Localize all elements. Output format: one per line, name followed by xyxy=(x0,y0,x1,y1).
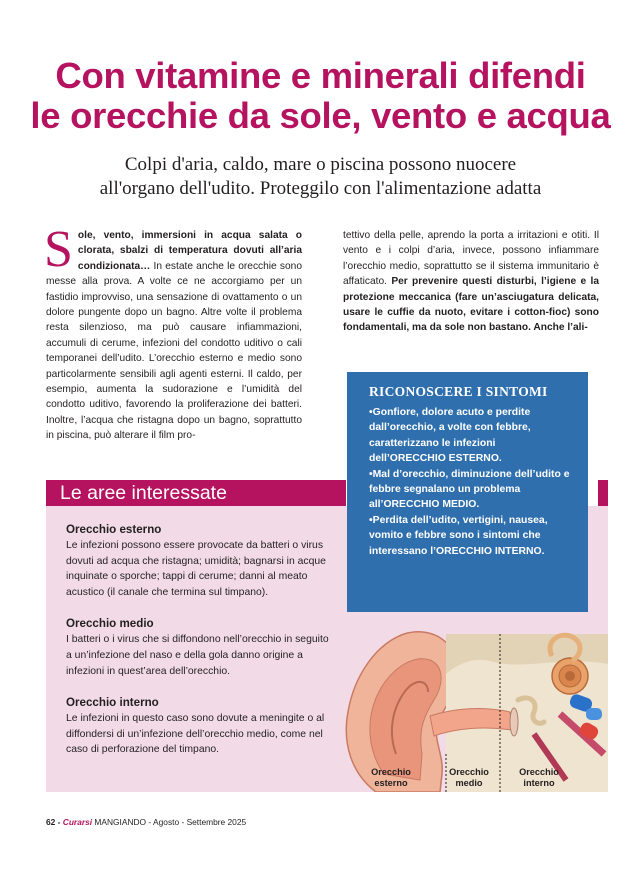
title-rest: difendi xyxy=(458,55,586,96)
areas-heading: Le aree interessate xyxy=(60,482,227,504)
label-line: Orecchio xyxy=(519,767,559,777)
ear-anatomy-illustration xyxy=(334,604,608,792)
page-footer xyxy=(46,817,246,827)
eardrum xyxy=(510,708,518,736)
area-title: Orecchio medio xyxy=(66,617,154,631)
label-line: Orecchio xyxy=(371,767,411,777)
dropcap: S xyxy=(44,221,73,278)
magazine-brand: Curarsi xyxy=(62,817,93,827)
body-column-2 xyxy=(343,228,599,336)
issue-info: MANGIANDO - Agosto - Settembre 2025 xyxy=(92,817,247,827)
area-title: Orecchio interno xyxy=(66,696,159,710)
areas-list xyxy=(66,522,336,774)
area-external xyxy=(66,522,336,600)
col1-text: In estate anche le orecchie sono messe alla prova. A volte ce ne accorgiamo per un fastidio improvviso, una sensazione di ovattamento o un dolore pungente dopo un bagno. Altre volte il problema resta silenzioso, ma può causare infiammazioni, accumuli di cerume, infezioni del condotto uditivo o cali temporanei dell’udito. L’orecchio esterno e medio sono particolarmente sensibili agli agenti esterni. Il caldo, per esempio, aumenta la sudorazione e l’umidità del condotto uditivo, favorendo la proliferazione dei batteri. Inoltre, l’acqua che ristagna dopo un bagno, soprattutto in piscina, può alterare il film pro- xyxy=(46,260,302,442)
page-number: 62 - xyxy=(46,817,61,827)
symptoms-heading: RICONOSCERE I SINTOMI xyxy=(369,384,548,399)
label-line: esterno xyxy=(374,777,408,788)
area-internal xyxy=(66,695,336,758)
body-column-1 xyxy=(44,221,302,444)
area-text: Le infezioni possono essere provocate da batteri o virus dovuti ad acqua che ristagna; umidità; bagnarsi in acque inquinate o sporche; tappi di cerume; danni al meato acustico (il canale che termina sul timpano). xyxy=(66,540,326,598)
area-title: Orecchio esterno xyxy=(66,523,162,536)
subtitle-line1: Colpi d'aria, caldo, mare o piscina possono nuocere xyxy=(124,154,517,175)
title-bold: Con vitamine e minerali xyxy=(55,55,459,96)
col2-bold: Per prevenire questi disturbi, l’igiene e la protezione meccanica (fare un’asciugatura delicata, usare le cuffie da nuoto, evitare i cotton-fioc) sono fondamentali, ma da sole non bastano. Anche l’ali- xyxy=(343,276,599,334)
symptoms-box xyxy=(347,372,588,612)
intro-bold: ole, vento, immersioni in acqua salata o clorata, sbalzi di temperatura dovuti all’aria condizionata… xyxy=(77,230,302,272)
tube-blue-2 xyxy=(586,708,602,720)
title-line1 xyxy=(55,55,585,96)
label-middle-ear xyxy=(441,767,497,788)
article-title xyxy=(0,56,641,136)
label-line: medio xyxy=(455,777,483,788)
title-line2: le orecchie da sole, vento e acqua xyxy=(30,95,611,136)
area-text: I batteri o i virus che si diffondono nell’orecchio in seguito a un’infezione del naso e della gola danno origine a infezioni in quest’area dell’orecchio. xyxy=(66,634,329,677)
col2-text: tettivo della pelle, aprendo la porta a irritazioni e otiti. Il vento e i colpi d’aria, invece, possono infiammare l’orecchio medio, soprattutto se il sistema immunitario è affaticato. xyxy=(343,230,599,288)
symptom-item: •Perdita dell’udito, vertigini, nausea, vomito e febbre sono i sintomi che interessano l’ORECCHIO INTERNO. xyxy=(369,514,548,557)
subtitle-line2: all'organo dell'udito. Proteggilo con l'alimentazione adatta xyxy=(99,178,542,199)
label-line: interno xyxy=(523,777,555,788)
article-subtitle xyxy=(0,153,641,201)
symptom-item: •Mal d’orecchio, diminuzione dell’udito e febbre segnalano un problema all’ORECCHIO MEDIO. xyxy=(369,468,570,511)
label-internal-ear xyxy=(511,767,567,788)
label-external-ear xyxy=(363,767,419,788)
area-middle xyxy=(66,616,336,679)
symptom-item: •Gonfiore, dolore acuto e perdite dall’orecchio, a volte con febbre, caratterizzano le infezioni dell’ORECCHIO ESTERNO. xyxy=(369,407,531,465)
label-line: Orecchio xyxy=(449,767,489,777)
banner-right-accent xyxy=(598,480,608,506)
area-text: Le infezioni in questo caso sono dovute a meningite o al diffondersi di un’infezione dell’orecchio medio, come nel caso di perforazione del timpano. xyxy=(66,713,325,756)
